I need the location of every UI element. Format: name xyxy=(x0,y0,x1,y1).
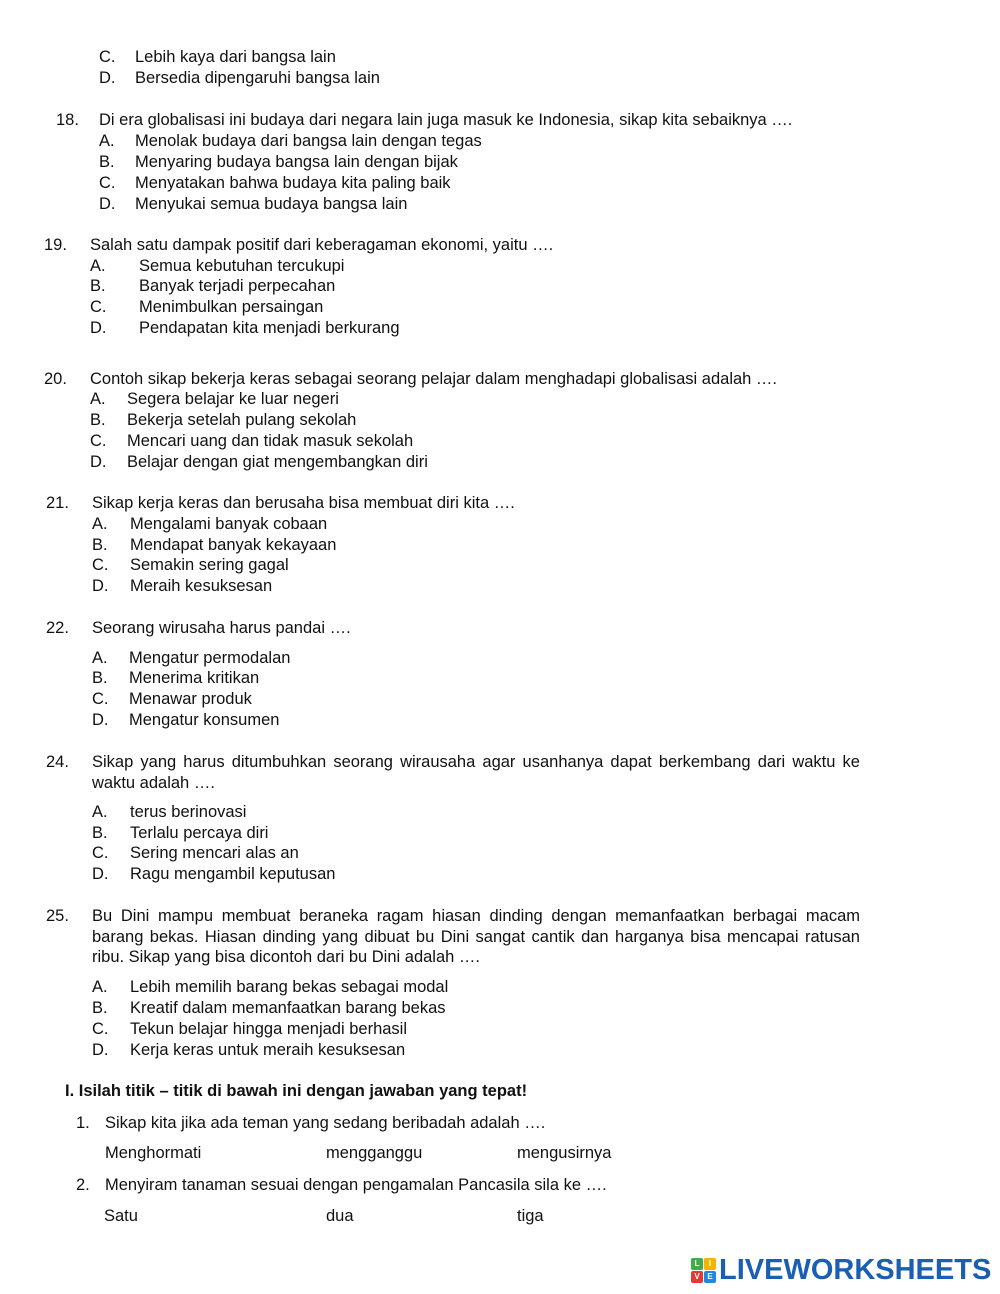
question-text: Sikap kerja keras dan berusaha bisa membuat diri kita …. xyxy=(92,494,515,512)
option-text[interactable]: Mendapat banyak kekayaan xyxy=(130,536,337,554)
option-letter: B. xyxy=(92,824,108,842)
item-number: 1. xyxy=(76,1114,90,1132)
question-number: 19. xyxy=(44,236,67,254)
option-letter: C. xyxy=(92,690,109,708)
question-number: 20. xyxy=(44,370,67,388)
option-letter: D. xyxy=(92,711,109,729)
option-text[interactable]: Semakin sering gagal xyxy=(130,556,289,574)
option-text[interactable]: Meraih kesuksesan xyxy=(130,577,273,595)
option-text[interactable]: Ragu mengambil keputusan xyxy=(130,865,336,883)
logo-tiles-icon xyxy=(691,1258,716,1283)
option-letter: A. xyxy=(92,978,108,996)
option-letter: A. xyxy=(92,649,108,667)
option-letter: B. xyxy=(90,411,106,429)
question-number: 22. xyxy=(46,619,69,637)
option-text[interactable]: Terlalu percaya diri xyxy=(130,824,269,842)
question-number: 18. xyxy=(56,111,79,129)
option-letter: D. xyxy=(92,1041,109,1059)
option-letter: C. xyxy=(90,432,107,450)
option-text[interactable]: Kerja keras untuk meraih kesuksesan xyxy=(130,1041,406,1059)
option-text[interactable]: Menimbulkan persaingan xyxy=(139,298,324,316)
option-letter: B. xyxy=(92,669,108,687)
option-text[interactable]: Menawar produk xyxy=(129,690,252,708)
option-letter: C. xyxy=(99,48,116,66)
option-text[interactable]: Kreatif dalam memanfaatkan barang bekas xyxy=(130,999,446,1017)
option-text[interactable]: Mengalami banyak cobaan xyxy=(130,515,328,533)
option-letter: D. xyxy=(99,69,116,87)
option-text[interactable]: Menyaring budaya bangsa lain dengan bijak xyxy=(135,153,458,171)
option-letter: D. xyxy=(92,865,109,883)
option-letter: C. xyxy=(92,1020,109,1038)
option-letter: D. xyxy=(90,319,107,337)
option-text[interactable]: Sering mencari alas an xyxy=(130,844,299,862)
option-text[interactable]: Menerima kritikan xyxy=(129,669,260,687)
answer-choice[interactable]: dua xyxy=(326,1207,354,1225)
question-text: Contoh sikap bekerja keras sebagai seorang pelajar dalam menghadapi globalisasi adalah …. xyxy=(90,370,778,388)
option-letter: B. xyxy=(92,536,108,554)
option-letter: D. xyxy=(92,577,109,595)
option-letter: B. xyxy=(92,999,108,1017)
question-text: Sikap yang harus ditumbuhkan seorang wirausaha agar usanhanya dapat berkembang dari waktu ke waktu adalah …. xyxy=(92,753,860,792)
option-text[interactable]: Mencari uang dan tidak masuk sekolah xyxy=(127,432,414,450)
option-letter: B. xyxy=(90,277,106,295)
question-number: 25. xyxy=(46,907,69,925)
logo-tile: E xyxy=(704,1271,716,1283)
question-number: 21. xyxy=(46,494,69,512)
option-text[interactable]: Menyukai semua budaya bangsa lain xyxy=(135,195,408,213)
option-letter: D. xyxy=(99,195,116,213)
question-text: Bu Dini mampu membuat beraneka ragam hiasan dinding dengan memanfaatkan berbagai macam barang bekas. Hiasan dinding yang dibuat bu Dini sangat cantik dan harganya bisa mencapai ratusan ribu. Sikap yang bisa dicontoh dari bu Dini adalah …. xyxy=(92,907,860,966)
answer-choice[interactable]: Menghormati xyxy=(105,1144,202,1162)
option-text[interactable]: Lebih kaya dari bangsa lain xyxy=(135,48,336,66)
logo-text: LIVEWORKSHEETS xyxy=(719,1254,992,1286)
answer-choice[interactable]: mengganggu xyxy=(326,1144,423,1162)
option-text[interactable]: Banyak terjadi perpecahan xyxy=(139,277,336,295)
option-letter: A. xyxy=(90,390,106,408)
option-text[interactable]: Belajar dengan giat mengembangkan diri xyxy=(127,453,428,471)
option-text[interactable]: Bersedia dipengaruhi bangsa lain xyxy=(135,69,380,87)
item-text: Menyiram tanaman sesuai dengan pengamalan Pancasila sila ke …. xyxy=(105,1176,607,1194)
option-text[interactable]: terus berinovasi xyxy=(130,803,247,821)
liveworksheets-logo xyxy=(691,1255,991,1285)
option-letter: A. xyxy=(90,257,106,275)
question-text: Di era globalisasi ini budaya dari negara lain juga masuk ke Indonesia, sikap kita sebaiknya …. xyxy=(99,111,793,129)
option-letter: A. xyxy=(92,803,108,821)
question-text: Seorang wirusaha harus pandai …. xyxy=(92,619,351,637)
option-text[interactable]: Mengatur permodalan xyxy=(129,649,291,667)
option-text[interactable]: Lebih memilih barang bekas sebagai modal xyxy=(130,978,449,996)
option-text[interactable]: Menyatakan bahwa budaya kita paling baik xyxy=(135,174,451,192)
option-letter: A. xyxy=(92,515,108,533)
option-letter: C. xyxy=(92,556,109,574)
option-text[interactable]: Tekun belajar hingga menjadi berhasil xyxy=(130,1020,408,1038)
option-text[interactable]: Semua kebutuhan tercukupi xyxy=(139,257,345,275)
option-letter: D. xyxy=(90,453,107,471)
item-text: Sikap kita jika ada teman yang sedang beribadah adalah …. xyxy=(105,1114,546,1132)
option-text[interactable]: Segera belajar ke luar negeri xyxy=(127,390,339,408)
option-text[interactable]: Pendapatan kita menjadi berkurang xyxy=(139,319,400,337)
option-letter: C. xyxy=(99,174,116,192)
answer-choice[interactable]: Satu xyxy=(104,1207,138,1225)
logo-tile: I xyxy=(704,1258,716,1270)
option-text[interactable]: Bekerja setelah pulang sekolah xyxy=(127,411,357,429)
question-text: Salah satu dampak positif dari keberagaman ekonomi, yaitu …. xyxy=(90,236,554,254)
option-letter: A. xyxy=(99,132,115,150)
logo-tile: V xyxy=(691,1271,703,1283)
option-text[interactable]: Mengatur konsumen xyxy=(129,711,280,729)
option-letter: B. xyxy=(99,153,115,171)
answer-choice[interactable]: mengusirnya xyxy=(517,1144,612,1162)
option-text[interactable]: Menolak budaya dari bangsa lain dengan tegas xyxy=(135,132,482,150)
section-title: I. Isilah titik – titik di bawah ini dengan jawaban yang tepat! xyxy=(65,1082,528,1100)
option-letter: C. xyxy=(92,844,109,862)
answer-choice[interactable]: tiga xyxy=(517,1207,544,1225)
question-number: 24. xyxy=(46,753,69,771)
option-letter: C. xyxy=(90,298,107,316)
logo-tile: L xyxy=(691,1258,703,1270)
item-number: 2. xyxy=(76,1176,90,1194)
